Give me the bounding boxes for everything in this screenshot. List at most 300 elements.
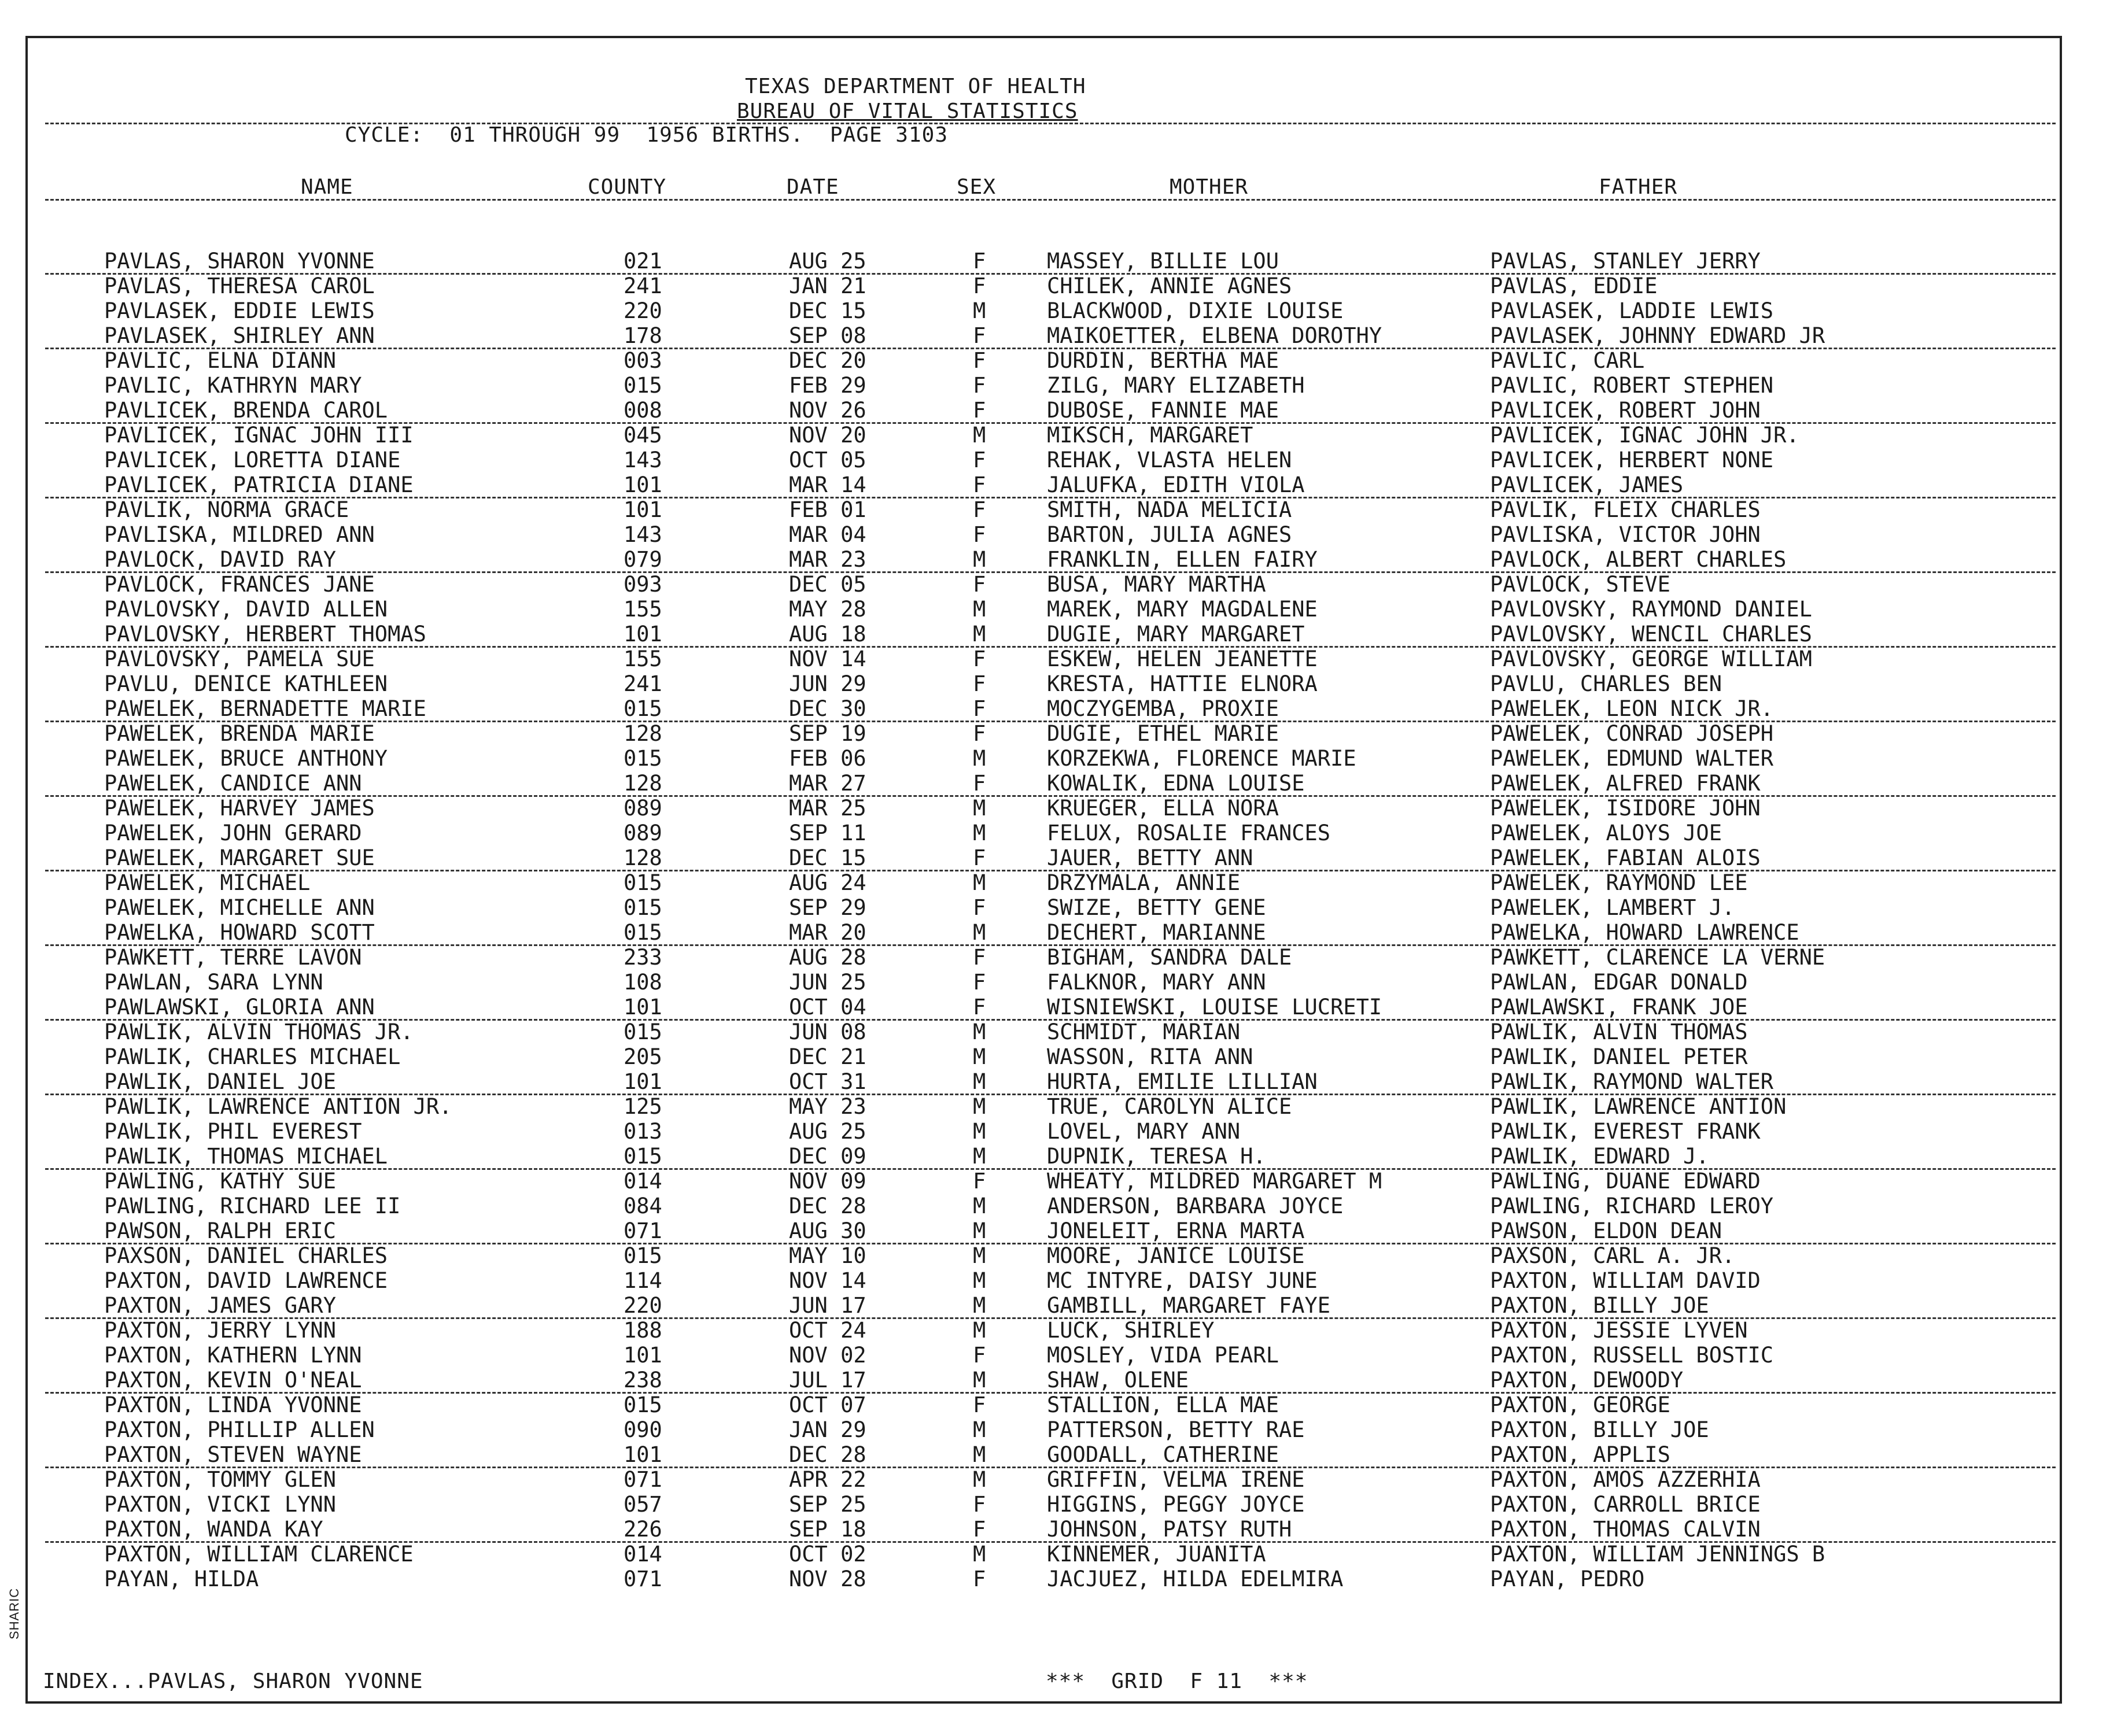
- record-father: PAXTON, DEWOODY: [1490, 1368, 1684, 1393]
- record-father: PAVLICEK, JAMES: [1490, 472, 1684, 497]
- record-date: AUG 25: [789, 249, 866, 274]
- record-date: JUN 29: [789, 671, 866, 696]
- record-date: OCT 24: [789, 1318, 866, 1343]
- record-mother: ZILG, MARY ELIZABETH: [1047, 373, 1305, 398]
- record-date: JUN 08: [789, 1020, 866, 1044]
- record-county: 015: [624, 1243, 662, 1268]
- record-father: PAWLING, RICHARD LEROY: [1490, 1194, 1774, 1218]
- record-county: 008: [624, 398, 662, 423]
- record-row: [0, 1344, 2110, 1369]
- record-row: [0, 1443, 2110, 1468]
- record-sex: F: [973, 771, 986, 796]
- record-row: [0, 1195, 2110, 1220]
- record-row: [0, 1468, 2110, 1493]
- record-county: 188: [624, 1318, 662, 1343]
- record-county: 015: [624, 895, 662, 920]
- record-sex: F: [973, 373, 986, 398]
- record-row: [0, 1319, 2110, 1344]
- record-date: NOV 14: [789, 647, 866, 671]
- record-row: [0, 324, 2110, 349]
- record-name: PAWLING, RICHARD LEE II: [104, 1194, 401, 1218]
- record-name: PAWELEK, CANDICE ANN: [104, 771, 362, 796]
- record-mother: KRUEGER, ELLA NORA: [1047, 796, 1279, 821]
- record-date: JAN 21: [789, 274, 866, 298]
- record-row: [0, 1070, 2110, 1095]
- record-row: [0, 772, 2110, 797]
- record-sex: F: [973, 647, 986, 671]
- record-name: PAXTON, KEVIN O'NEAL: [104, 1368, 362, 1393]
- record-row: [0, 996, 2110, 1021]
- record-county: 003: [624, 348, 662, 373]
- record-sex: M: [973, 1069, 986, 1094]
- record-mother: BLACKWOOD, DIXIE LOUISE: [1047, 298, 1344, 323]
- record-name: PAWLIK, LAWRENCE ANTION JR.: [104, 1094, 452, 1119]
- record-county: 178: [624, 323, 662, 348]
- record-date: DEC 05: [789, 572, 866, 597]
- record-row: [0, 300, 2110, 324]
- record-date: DEC 15: [789, 845, 866, 870]
- record-mother: PATTERSON, BETTY RAE: [1047, 1417, 1305, 1442]
- record-row: [0, 349, 2110, 374]
- record-date: DEC 09: [789, 1144, 866, 1169]
- record-mother: GRIFFIN, VELMA IRENE: [1047, 1467, 1305, 1492]
- record-row: [0, 250, 2110, 275]
- record-name: PAXTON, WILLIAM CLARENCE: [104, 1542, 414, 1567]
- record-date: OCT 31: [789, 1069, 866, 1094]
- record-row: [0, 598, 2110, 623]
- record-name: PAVLU, DENICE KATHLEEN: [104, 671, 388, 696]
- record-date: NOV 02: [789, 1343, 866, 1368]
- record-father: PAVLICEK, ROBERT JOHN: [1490, 398, 1761, 423]
- record-county: 014: [624, 1542, 662, 1567]
- record-date: MAY 28: [789, 597, 866, 622]
- record-name: PAXTON, STEVEN WAYNE: [104, 1442, 362, 1467]
- record-mother: BARTON, JULIA AGNES: [1047, 522, 1292, 547]
- record-county: 015: [624, 870, 662, 895]
- record-county: 101: [624, 1069, 662, 1094]
- record-sex: F: [973, 1517, 986, 1542]
- record-row: [0, 1269, 2110, 1294]
- record-county: 101: [624, 472, 662, 497]
- record-sex: M: [973, 1218, 986, 1243]
- record-date: MAR 25: [789, 796, 866, 821]
- record-row: [0, 1120, 2110, 1145]
- record-name: PAWLIK, ALVIN THOMAS JR.: [104, 1020, 414, 1044]
- record-father: PAWELEK, RAYMOND LEE: [1490, 870, 1748, 895]
- record-father: PAWELEK, LAMBERT J.: [1490, 895, 1735, 920]
- record-row: [0, 648, 2110, 673]
- record-sex: F: [973, 1567, 986, 1591]
- record-father: PAWLIK, EDWARD J.: [1490, 1144, 1709, 1169]
- header-department: TEXAS DEPARTMENT OF HEALTH: [745, 75, 1086, 98]
- record-row: [0, 896, 2110, 921]
- record-row: [0, 797, 2110, 822]
- record-county: 143: [624, 448, 662, 472]
- record-row: [0, 1419, 2110, 1443]
- record-date: APR 22: [789, 1467, 866, 1492]
- record-name: PAVLIK, NORMA GRACE: [104, 497, 349, 522]
- record-date: SEP 29: [789, 895, 866, 920]
- record-county: 014: [624, 1169, 662, 1194]
- record-county: 241: [624, 274, 662, 298]
- record-father: PAVLAS, STANLEY JERRY: [1490, 249, 1761, 274]
- record-father: PAXTON, WILLIAM DAVID: [1490, 1268, 1761, 1293]
- record-date: DEC 28: [789, 1442, 866, 1467]
- record-name: PAYAN, HILDA: [104, 1567, 259, 1591]
- record-name: PAWELEK, HARVEY JAMES: [104, 796, 375, 821]
- record-name: PAVLIC, KATHRYN MARY: [104, 373, 362, 398]
- record-county: 015: [624, 1393, 662, 1417]
- footer-index: INDEX...PAVLAS, SHARON YVONNE: [43, 1669, 423, 1693]
- record-name: PAWELEK, BRUCE ANTHONY: [104, 746, 388, 771]
- column-header-sex: SEX: [957, 175, 997, 199]
- record-county: 093: [624, 572, 662, 597]
- record-name: PAWELEK, BRENDA MARIE: [104, 721, 375, 746]
- record-row: [0, 474, 2110, 498]
- record-sex: M: [973, 547, 986, 572]
- record-name: PAXTON, VICKI LYNN: [104, 1492, 336, 1517]
- record-name: PAXTON, LINDA YVONNE: [104, 1393, 362, 1417]
- record-county: 101: [624, 995, 662, 1020]
- record-sex: M: [973, 1119, 986, 1144]
- record-mother: HIGGINS, PEGGY JOYCE: [1047, 1492, 1305, 1517]
- record-county: 205: [624, 1044, 662, 1069]
- record-name: PAWELEK, MICHAEL: [104, 870, 311, 895]
- record-date: DEC 21: [789, 1044, 866, 1069]
- record-sex: M: [973, 1318, 986, 1343]
- record-row: [0, 1369, 2110, 1394]
- record-date: OCT 05: [789, 448, 866, 472]
- record-date: MAY 10: [789, 1243, 866, 1268]
- record-county: 220: [624, 1293, 662, 1318]
- record-row: [0, 847, 2110, 871]
- record-father: PAXTON, THOMAS CALVIN: [1490, 1517, 1761, 1542]
- record-sex: M: [973, 920, 986, 945]
- record-date: JUN 17: [789, 1293, 866, 1318]
- record-mother: KRESTA, HATTIE ELNORA: [1047, 671, 1318, 696]
- record-date: FEB 29: [789, 373, 866, 398]
- record-date: NOV 09: [789, 1169, 866, 1194]
- record-father: PAWLIK, RAYMOND WALTER: [1490, 1069, 1774, 1094]
- record-row: [0, 971, 2110, 996]
- record-mother: MOSLEY, VIDA PEARL: [1047, 1343, 1279, 1368]
- record-sex: F: [973, 398, 986, 423]
- record-father: PAWELEK, ISIDORE JOHN: [1490, 796, 1761, 821]
- record-name: PAVLOVSKY, DAVID ALLEN: [104, 597, 388, 622]
- record-father: PAWLING, DUANE EDWARD: [1490, 1169, 1761, 1194]
- column-header-father: FATHER: [1599, 175, 1678, 199]
- record-date: NOV 20: [789, 423, 866, 448]
- record-father: PAXTON, GEORGE: [1490, 1393, 1670, 1417]
- record-county: 015: [624, 1020, 662, 1044]
- record-name: PAWLAN, SARA LYNN: [104, 970, 323, 995]
- record-name: PAXTON, TOMMY GLEN: [104, 1467, 336, 1492]
- record-date: AUG 28: [789, 945, 866, 970]
- record-father: PAWLIK, ALVIN THOMAS: [1490, 1020, 1748, 1044]
- record-name: PAVLICEK, IGNAC JOHN III: [104, 423, 414, 448]
- record-mother: JALUFKA, EDITH VIOLA: [1047, 472, 1305, 497]
- record-date: JUN 25: [789, 970, 866, 995]
- record-date: OCT 04: [789, 995, 866, 1020]
- record-name: PAVLOVSKY, HERBERT THOMAS: [104, 622, 426, 647]
- record-county: 226: [624, 1517, 662, 1542]
- record-date: AUG 25: [789, 1119, 866, 1144]
- record-mother: BUSA, MARY MARTHA: [1047, 572, 1266, 597]
- record-name: PAWELKA, HOWARD SCOTT: [104, 920, 375, 945]
- record-sex: F: [973, 1492, 986, 1517]
- record-row: [0, 1518, 2110, 1543]
- record-mother: WHEATY, MILDRED MARGARET M: [1047, 1169, 1382, 1194]
- record-father: PAWELEK, EDMUND WALTER: [1490, 746, 1774, 771]
- record-row: [0, 1543, 2110, 1568]
- record-sex: F: [973, 895, 986, 920]
- record-sex: F: [973, 323, 986, 348]
- record-father: PAWELKA, HOWARD LAWRENCE: [1490, 920, 1799, 945]
- record-row: [0, 275, 2110, 300]
- record-mother: JACJUEZ, HILDA EDELMIRA: [1047, 1567, 1344, 1591]
- record-county: 241: [624, 671, 662, 696]
- record-mother: MAREK, MARY MAGDALENE: [1047, 597, 1318, 622]
- header-bureau: BUREAU OF VITAL STATISTICS: [737, 99, 1078, 123]
- record-name: PAWELEK, JOHN GERARD: [104, 821, 362, 845]
- record-mother: ANDERSON, BARBARA JOYCE: [1047, 1194, 1344, 1218]
- record-date: NOV 14: [789, 1268, 866, 1293]
- record-row: [0, 1220, 2110, 1244]
- record-name: PAXTON, JERRY LYNN: [104, 1318, 336, 1343]
- record-father: PAWELEK, LEON NICK JR.: [1490, 696, 1774, 721]
- record-name: PAVLOVSKY, PAMELA SUE: [104, 647, 375, 671]
- footer-grid: *** GRID F 11 ***: [1046, 1669, 1308, 1693]
- record-county: 090: [624, 1417, 662, 1442]
- record-row: [0, 697, 2110, 722]
- record-date: OCT 02: [789, 1542, 866, 1567]
- record-father: PAVLOCK, STEVE: [1490, 572, 1670, 597]
- record-mother: WISNIEWSKI, LOUISE LUCRETI: [1047, 995, 1382, 1020]
- record-father: PAWKETT, CLARENCE LA VERNE: [1490, 945, 1825, 970]
- record-father: PAXTON, RUSSELL BOSTIC: [1490, 1343, 1774, 1368]
- record-row: [0, 946, 2110, 971]
- record-date: AUG 24: [789, 870, 866, 895]
- record-mother: DURDIN, BERTHA MAE: [1047, 348, 1279, 373]
- record-father: PAVLICEK, IGNAC JOHN JR.: [1490, 423, 1799, 448]
- record-sex: F: [973, 572, 986, 597]
- record-name: PAXSON, DANIEL CHARLES: [104, 1243, 388, 1268]
- record-date: MAR 14: [789, 472, 866, 497]
- record-date: MAY 23: [789, 1094, 866, 1119]
- record-mother: SHAW, OLENE: [1047, 1368, 1189, 1393]
- record-row: [0, 498, 2110, 523]
- record-name: PAWELEK, MARGARET SUE: [104, 845, 375, 870]
- record-sex: F: [973, 721, 986, 746]
- record-county: 084: [624, 1194, 662, 1218]
- record-sex: M: [973, 1442, 986, 1467]
- record-name: PAWLING, KATHY SUE: [104, 1169, 336, 1194]
- record-sex: F: [973, 497, 986, 522]
- record-father: PAWELEK, ALFRED FRANK: [1490, 771, 1761, 796]
- record-mother: SMITH, NADA MELICIA: [1047, 497, 1292, 522]
- record-county: 108: [624, 970, 662, 995]
- record-father: PAVLU, CHARLES BEN: [1490, 671, 1722, 696]
- record-sex: M: [973, 622, 986, 647]
- record-name: PAXTON, WANDA KAY: [104, 1517, 323, 1542]
- record-mother: DUBOSE, FANNIE MAE: [1047, 398, 1279, 423]
- record-father: PAVLASEK, LADDIE LEWIS: [1490, 298, 1774, 323]
- record-father: PAWELEK, CONRAD JOSEPH: [1490, 721, 1774, 746]
- record-mother: MOORE, JANICE LOUISE: [1047, 1243, 1305, 1268]
- record-mother: DUGIE, ETHEL MARIE: [1047, 721, 1279, 746]
- record-sex: F: [973, 1343, 986, 1368]
- record-sex: M: [973, 1542, 986, 1567]
- record-sex: M: [973, 1094, 986, 1119]
- record-mother: LUCK, SHIRLEY: [1047, 1318, 1215, 1343]
- record-mother: JONELEIT, ERNA MARTA: [1047, 1218, 1305, 1243]
- record-county: 101: [624, 497, 662, 522]
- record-mother: HURTA, EMILIE LILLIAN: [1047, 1069, 1318, 1094]
- record-date: MAR 20: [789, 920, 866, 945]
- record-mother: LOVEL, MARY ANN: [1047, 1119, 1241, 1144]
- record-father: PAVLOVSKY, GEORGE WILLIAM: [1490, 647, 1812, 671]
- record-sex: M: [973, 1417, 986, 1442]
- record-father: PAXTON, JESSIE LYVEN: [1490, 1318, 1748, 1343]
- record-name: PAXTON, PHILLIP ALLEN: [104, 1417, 375, 1442]
- record-sex: M: [973, 1144, 986, 1169]
- record-county: 057: [624, 1492, 662, 1517]
- record-county: 233: [624, 945, 662, 970]
- record-sex: F: [973, 348, 986, 373]
- record-date: AUG 18: [789, 622, 866, 647]
- record-father: PAVLAS, EDDIE: [1490, 274, 1658, 298]
- record-father: PAWELEK, ALOYS JOE: [1490, 821, 1722, 845]
- record-father: PAXTON, BILLY JOE: [1490, 1293, 1709, 1318]
- record-mother: JOHNSON, PATSY RUTH: [1047, 1517, 1292, 1542]
- record-father: PAVLASEK, JOHNNY EDWARD JR: [1490, 323, 1825, 348]
- record-date: SEP 11: [789, 821, 866, 845]
- record-name: PAVLICEK, BRENDA CAROL: [104, 398, 388, 423]
- record-name: PAWELEK, MICHELLE ANN: [104, 895, 375, 920]
- side-stamp: SHARIC: [7, 1587, 21, 1639]
- record-date: FEB 01: [789, 497, 866, 522]
- record-county: 128: [624, 771, 662, 796]
- record-name: PAWLIK, THOMAS MICHAEL: [104, 1144, 388, 1169]
- record-mother: DECHERT, MARIANNE: [1047, 920, 1266, 945]
- record-row: [0, 921, 2110, 946]
- record-row: [0, 1568, 2110, 1593]
- record-sex: M: [973, 1293, 986, 1318]
- record-row: [0, 424, 2110, 449]
- record-father: PAWLIK, EVEREST FRANK: [1490, 1119, 1761, 1144]
- record-row: [0, 623, 2110, 648]
- record-father: PAWLIK, LAWRENCE ANTION: [1490, 1094, 1787, 1119]
- column-header-name: NAME: [301, 175, 353, 199]
- record-county: 125: [624, 1094, 662, 1119]
- record-father: PAVLIK, FLEIX CHARLES: [1490, 497, 1761, 522]
- record-date: SEP 25: [789, 1492, 866, 1517]
- record-county: 021: [624, 249, 662, 274]
- record-row: [0, 1244, 2110, 1269]
- record-county: 015: [624, 373, 662, 398]
- record-row: [0, 822, 2110, 847]
- record-date: AUG 30: [789, 1218, 866, 1243]
- column-header-date: DATE: [787, 175, 839, 199]
- record-father: PAXTON, CARROLL BRICE: [1490, 1492, 1761, 1517]
- record-sex: M: [973, 1020, 986, 1044]
- record-sex: M: [973, 1268, 986, 1293]
- record-father: PAVLIC, ROBERT STEPHEN: [1490, 373, 1774, 398]
- record-county: 015: [624, 920, 662, 945]
- record-name: PAVLASEK, EDDIE LEWIS: [104, 298, 375, 323]
- record-sex: F: [973, 671, 986, 696]
- record-sex: M: [973, 423, 986, 448]
- record-name: PAWSON, RALPH ERIC: [104, 1218, 336, 1243]
- column-header-county: COUNTY: [588, 175, 667, 199]
- record-sex: M: [973, 746, 986, 771]
- record-date: SEP 18: [789, 1517, 866, 1542]
- record-father: PAWSON, ELDON DEAN: [1490, 1218, 1722, 1243]
- record-row: [0, 1294, 2110, 1319]
- record-sex: F: [973, 448, 986, 472]
- record-row: [0, 399, 2110, 424]
- record-county: 128: [624, 845, 662, 870]
- record-date: NOV 28: [789, 1567, 866, 1591]
- record-sex: M: [973, 298, 986, 323]
- record-mother: GOODALL, CATHERINE: [1047, 1442, 1279, 1467]
- record-row: [0, 1095, 2110, 1120]
- record-date: DEC 30: [789, 696, 866, 721]
- record-county: 089: [624, 796, 662, 821]
- record-sex: F: [973, 522, 986, 547]
- record-row: [0, 1394, 2110, 1419]
- record-sex: M: [973, 821, 986, 845]
- record-date: DEC 20: [789, 348, 866, 373]
- record-county: 013: [624, 1119, 662, 1144]
- record-mother: KOWALIK, EDNA LOUISE: [1047, 771, 1305, 796]
- record-father: PAVLOVSKY, WENCIL CHARLES: [1490, 622, 1812, 647]
- record-father: PAWLAN, EDGAR DONALD: [1490, 970, 1748, 995]
- record-father: PAXSON, CARL A. JR.: [1490, 1243, 1735, 1268]
- column-header-mother: MOTHER: [1170, 175, 1249, 199]
- record-date: JUL 17: [789, 1368, 866, 1393]
- record-sex: F: [973, 249, 986, 274]
- record-father: PAXTON, AMOS AZZERHIA: [1490, 1467, 1761, 1492]
- record-date: SEP 19: [789, 721, 866, 746]
- record-sex: F: [973, 970, 986, 995]
- record-sex: F: [973, 1393, 986, 1417]
- record-father: PAXTON, APPLIS: [1490, 1442, 1670, 1467]
- record-row: [0, 573, 2110, 598]
- record-date: MAR 27: [789, 771, 866, 796]
- record-name: PAXTON, DAVID LAWRENCE: [104, 1268, 388, 1293]
- record-county: 071: [624, 1467, 662, 1492]
- record-name: PAWKETT, TERRE LAVON: [104, 945, 362, 970]
- record-row: [0, 747, 2110, 772]
- record-name: PAVLAS, THERESA CAROL: [104, 274, 375, 298]
- record-county: 101: [624, 1442, 662, 1467]
- record-row: [0, 1021, 2110, 1046]
- record-row: [0, 1145, 2110, 1170]
- record-mother: MOCZYGEMBA, PROXIE: [1047, 696, 1279, 721]
- record-row: [0, 871, 2110, 896]
- record-mother: STALLION, ELLA MAE: [1047, 1393, 1279, 1417]
- record-county: 071: [624, 1567, 662, 1591]
- record-row: [0, 1170, 2110, 1195]
- record-row: [0, 449, 2110, 474]
- record-mother: KINNEMER, JUANITA: [1047, 1542, 1266, 1567]
- record-name: PAWLAWSKI, GLORIA ANN: [104, 995, 375, 1020]
- record-mother: ESKEW, HELEN JEANETTE: [1047, 647, 1318, 671]
- record-mother: REHAK, VLASTA HELEN: [1047, 448, 1292, 472]
- record-sex: F: [973, 945, 986, 970]
- record-county: 089: [624, 821, 662, 845]
